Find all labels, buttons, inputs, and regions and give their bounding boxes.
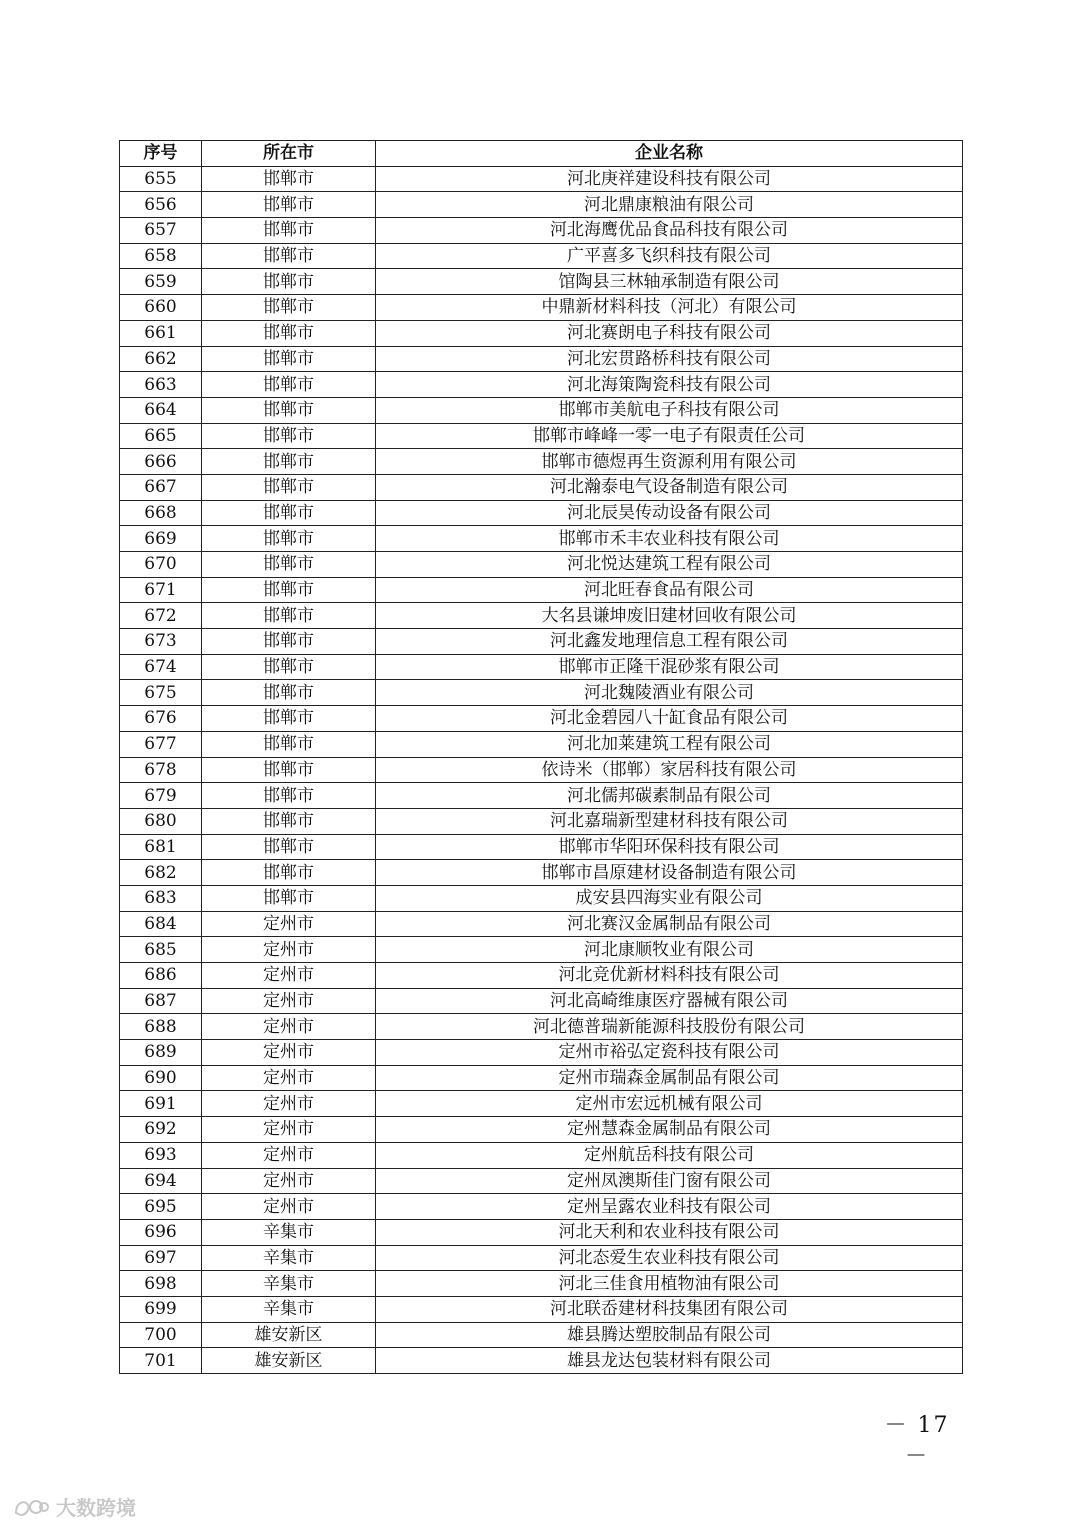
cell-company-name: 河北海策陶瓷科技有限公司 — [376, 372, 963, 398]
cell-serial-number: 671 — [120, 577, 202, 603]
table-row — [120, 423, 963, 449]
table-row — [120, 372, 963, 398]
cell-city: 邯郸市 — [202, 552, 376, 578]
table-row — [120, 1245, 963, 1271]
cell-company-name: 河北金碧园八十缸食品有限公司 — [376, 706, 963, 732]
cell-city: 邯郸市 — [202, 885, 376, 911]
cell-serial-number: 689 — [120, 1040, 202, 1066]
cell-serial-number: 699 — [120, 1296, 202, 1322]
cell-city: 邯郸市 — [202, 192, 376, 218]
cell-serial-number: 677 — [120, 731, 202, 757]
cell-company-name: 河北态爱生农业科技有限公司 — [376, 1245, 963, 1271]
cell-city: 邯郸市 — [202, 783, 376, 809]
cell-serial-number: 682 — [120, 860, 202, 886]
header-city: 所在市 — [202, 141, 376, 167]
cell-company-name: 河北辰昊传动设备有限公司 — [376, 500, 963, 526]
cell-serial-number: 655 — [120, 166, 202, 192]
cell-serial-number: 661 — [120, 320, 202, 346]
table-row — [120, 860, 963, 886]
cell-city: 定州市 — [202, 937, 376, 963]
cell-serial-number: 669 — [120, 526, 202, 552]
cell-serial-number: 657 — [120, 218, 202, 244]
cell-company-name: 河北魏陵酒业有限公司 — [376, 680, 963, 706]
cell-serial-number: 667 — [120, 474, 202, 500]
cell-company-name: 定州凤澳斯佳门窗有限公司 — [376, 1168, 963, 1194]
table-row — [120, 577, 963, 603]
table-row — [120, 449, 963, 475]
cell-serial-number: 670 — [120, 552, 202, 578]
cell-company-name: 河北康顺牧业有限公司 — [376, 937, 963, 963]
table-body — [120, 166, 963, 1373]
cell-serial-number: 684 — [120, 911, 202, 937]
cell-city: 邯郸市 — [202, 577, 376, 603]
table-row — [120, 783, 963, 809]
table-header-row — [120, 141, 963, 167]
table-row — [120, 603, 963, 629]
cell-serial-number: 673 — [120, 629, 202, 655]
cell-serial-number: 676 — [120, 706, 202, 732]
cell-company-name: 定州市瑞森金属制品有限公司 — [376, 1065, 963, 1091]
cell-city: 邯郸市 — [202, 654, 376, 680]
cell-company-name: 定州航岳科技有限公司 — [376, 1142, 963, 1168]
cell-serial-number: 678 — [120, 757, 202, 783]
cell-city: 邯郸市 — [202, 397, 376, 423]
table-row — [120, 320, 963, 346]
enterprise-table — [119, 140, 963, 1374]
cell-serial-number: 680 — [120, 808, 202, 834]
cell-city: 定州市 — [202, 988, 376, 1014]
table-row — [120, 397, 963, 423]
cell-serial-number: 693 — [120, 1142, 202, 1168]
table-row — [120, 218, 963, 244]
cell-company-name: 河北庚祥建设科技有限公司 — [376, 166, 963, 192]
cell-serial-number: 665 — [120, 423, 202, 449]
cell-serial-number: 686 — [120, 963, 202, 989]
cell-serial-number: 696 — [120, 1219, 202, 1245]
cell-company-name: 河北联岙建材科技集团有限公司 — [376, 1296, 963, 1322]
table-row — [120, 166, 963, 192]
cell-serial-number: 701 — [120, 1348, 202, 1374]
table-row — [120, 834, 963, 860]
header-company-name: 企业名称 — [376, 141, 963, 167]
cell-serial-number: 688 — [120, 1014, 202, 1040]
cell-serial-number: 660 — [120, 295, 202, 321]
cell-serial-number: 694 — [120, 1168, 202, 1194]
cell-company-name: 河北悦达建筑工程有限公司 — [376, 552, 963, 578]
cell-serial-number: 681 — [120, 834, 202, 860]
cell-company-name: 雄县腾达塑胶制品有限公司 — [376, 1322, 963, 1348]
cell-company-name: 河北旺春食品有限公司 — [376, 577, 963, 603]
cell-company-name: 广平喜多飞织科技有限公司 — [376, 243, 963, 269]
table-row — [120, 757, 963, 783]
table-row — [120, 1271, 963, 1297]
cell-serial-number: 672 — [120, 603, 202, 629]
cell-city: 雄安新区 — [202, 1348, 376, 1374]
cell-city: 邯郸市 — [202, 680, 376, 706]
table-row — [120, 1014, 963, 1040]
cell-company-name: 河北嘉瑞新型建材科技有限公司 — [376, 808, 963, 834]
cell-city: 定州市 — [202, 1014, 376, 1040]
cell-city: 定州市 — [202, 1117, 376, 1143]
cell-city: 邯郸市 — [202, 706, 376, 732]
cell-city: 定州市 — [202, 911, 376, 937]
cell-company-name: 邯郸市德煜再生资源利用有限公司 — [376, 449, 963, 475]
cell-serial-number: 687 — [120, 988, 202, 1014]
cell-city: 邯郸市 — [202, 731, 376, 757]
cell-serial-number: 666 — [120, 449, 202, 475]
cell-company-name: 河北宏贯路桥科技有限公司 — [376, 346, 963, 372]
cell-company-name: 邯郸市禾丰农业科技有限公司 — [376, 526, 963, 552]
cell-company-name: 河北德普瑞新能源科技股份有限公司 — [376, 1014, 963, 1040]
cell-city: 邯郸市 — [202, 629, 376, 655]
cell-company-name: 河北瀚泰电气设备制造有限公司 — [376, 474, 963, 500]
cell-city: 邯郸市 — [202, 449, 376, 475]
cell-city: 辛集市 — [202, 1296, 376, 1322]
cell-city: 邯郸市 — [202, 243, 376, 269]
cell-city: 定州市 — [202, 1168, 376, 1194]
cell-company-name: 邯郸市华阳环保科技有限公司 — [376, 834, 963, 860]
cell-city: 邯郸市 — [202, 218, 376, 244]
table-row — [120, 1322, 963, 1348]
cell-serial-number: 683 — [120, 885, 202, 911]
cell-company-name: 定州市裕弘定瓷科技有限公司 — [376, 1040, 963, 1066]
cell-city: 辛集市 — [202, 1271, 376, 1297]
cell-company-name: 中鼎新材料科技（河北）有限公司 — [376, 295, 963, 321]
table-row — [120, 1117, 963, 1143]
cell-serial-number: 698 — [120, 1271, 202, 1297]
cell-serial-number: 685 — [120, 937, 202, 963]
table-row — [120, 1219, 963, 1245]
table-row — [120, 526, 963, 552]
cell-serial-number: 658 — [120, 243, 202, 269]
cell-company-name: 邯郸市峰峰一零一电子有限责任公司 — [376, 423, 963, 449]
table-row — [120, 911, 963, 937]
cell-company-name: 定州市宏远机械有限公司 — [376, 1091, 963, 1117]
cell-city: 邯郸市 — [202, 474, 376, 500]
cell-company-name: 河北海鹰优品食品科技有限公司 — [376, 218, 963, 244]
table-row — [120, 808, 963, 834]
cell-city: 定州市 — [202, 1040, 376, 1066]
cell-company-name: 河北赛汉金属制品有限公司 — [376, 911, 963, 937]
cell-serial-number: 700 — [120, 1322, 202, 1348]
cell-city: 邯郸市 — [202, 423, 376, 449]
cell-city: 邯郸市 — [202, 166, 376, 192]
cell-city: 邯郸市 — [202, 269, 376, 295]
table-row — [120, 295, 963, 321]
cell-serial-number: 659 — [120, 269, 202, 295]
cell-city: 邯郸市 — [202, 500, 376, 526]
cell-serial-number: 690 — [120, 1065, 202, 1091]
cell-company-name: 河北加莱建筑工程有限公司 — [376, 731, 963, 757]
table-row — [120, 1348, 963, 1374]
table-row — [120, 1142, 963, 1168]
cell-company-name: 邯郸市昌原建材设备制造有限公司 — [376, 860, 963, 886]
table-row — [120, 629, 963, 655]
cell-serial-number: 664 — [120, 397, 202, 423]
cell-serial-number: 691 — [120, 1091, 202, 1117]
table-row — [120, 1091, 963, 1117]
cell-company-name: 邯郸市美航电子科技有限公司 — [376, 397, 963, 423]
cell-city: 辛集市 — [202, 1245, 376, 1271]
table-row — [120, 1040, 963, 1066]
cell-company-name: 河北高崎维康医疗器械有限公司 — [376, 988, 963, 1014]
cell-company-name: 河北儒邦碳素制品有限公司 — [376, 783, 963, 809]
table-row — [120, 474, 963, 500]
cell-company-name: 邯郸市正隆干混砂浆有限公司 — [376, 654, 963, 680]
table-row — [120, 706, 963, 732]
cell-city: 定州市 — [202, 963, 376, 989]
header-serial-number: 序号 — [120, 141, 202, 167]
cell-serial-number: 695 — [120, 1194, 202, 1220]
table-row — [120, 937, 963, 963]
cell-company-name: 依诗米（邯郸）家居科技有限公司 — [376, 757, 963, 783]
cell-company-name: 河北鼎康粮油有限公司 — [376, 192, 963, 218]
cell-company-name: 河北三佳食用植物油有限公司 — [376, 1271, 963, 1297]
cell-city: 辛集市 — [202, 1219, 376, 1245]
cell-city: 邯郸市 — [202, 834, 376, 860]
table-row — [120, 552, 963, 578]
table-row — [120, 963, 963, 989]
cell-city: 定州市 — [202, 1065, 376, 1091]
cell-company-name: 定州慧森金属制品有限公司 — [376, 1117, 963, 1143]
table-row — [120, 269, 963, 295]
cell-serial-number: 663 — [120, 372, 202, 398]
page-number: － 17 － — [884, 1413, 950, 1469]
cell-company-name: 河北天利和农业科技有限公司 — [376, 1219, 963, 1245]
table-row — [120, 346, 963, 372]
cell-serial-number: 674 — [120, 654, 202, 680]
cell-serial-number: 662 — [120, 346, 202, 372]
cell-city: 邯郸市 — [202, 860, 376, 886]
cell-city: 定州市 — [202, 1091, 376, 1117]
table-row — [120, 192, 963, 218]
table-row — [120, 731, 963, 757]
table-row — [120, 500, 963, 526]
watermark — [12, 1492, 136, 1521]
cell-company-name: 大名县谦坤废旧建材回收有限公司 — [376, 603, 963, 629]
cell-company-name: 成安县四海实业有限公司 — [376, 885, 963, 911]
cell-serial-number: 697 — [120, 1245, 202, 1271]
cell-city: 邯郸市 — [202, 757, 376, 783]
cell-city: 邯郸市 — [202, 346, 376, 372]
table-row — [120, 1296, 963, 1322]
cell-city: 邯郸市 — [202, 603, 376, 629]
cell-city: 邯郸市 — [202, 320, 376, 346]
cell-company-name: 雄县龙达包装材料有限公司 — [376, 1348, 963, 1374]
table-row — [120, 988, 963, 1014]
cell-company-name: 河北赛朗电子科技有限公司 — [376, 320, 963, 346]
cell-serial-number: 675 — [120, 680, 202, 706]
cell-company-name: 河北竞优新材料科技有限公司 — [376, 963, 963, 989]
table-row — [120, 1065, 963, 1091]
table-row — [120, 1194, 963, 1220]
cell-city: 邯郸市 — [202, 295, 376, 321]
cell-city: 邯郸市 — [202, 808, 376, 834]
table-row — [120, 1168, 963, 1194]
brand-logo-icon — [12, 1495, 50, 1519]
cell-city: 定州市 — [202, 1142, 376, 1168]
cell-city: 邯郸市 — [202, 526, 376, 552]
cell-company-name: 定州呈露农业科技有限公司 — [376, 1194, 963, 1220]
table-row — [120, 885, 963, 911]
cell-serial-number: 656 — [120, 192, 202, 218]
watermark-text: 大数跨境 — [56, 1496, 136, 1520]
cell-city: 邯郸市 — [202, 372, 376, 398]
cell-city: 定州市 — [202, 1194, 376, 1220]
cell-serial-number: 692 — [120, 1117, 202, 1143]
cell-city: 雄安新区 — [202, 1322, 376, 1348]
table-row — [120, 680, 963, 706]
cell-serial-number: 668 — [120, 500, 202, 526]
cell-company-name: 河北鑫发地理信息工程有限公司 — [376, 629, 963, 655]
cell-serial-number: 679 — [120, 783, 202, 809]
table-row — [120, 654, 963, 680]
cell-company-name: 馆陶县三林轴承制造有限公司 — [376, 269, 963, 295]
table-row — [120, 243, 963, 269]
